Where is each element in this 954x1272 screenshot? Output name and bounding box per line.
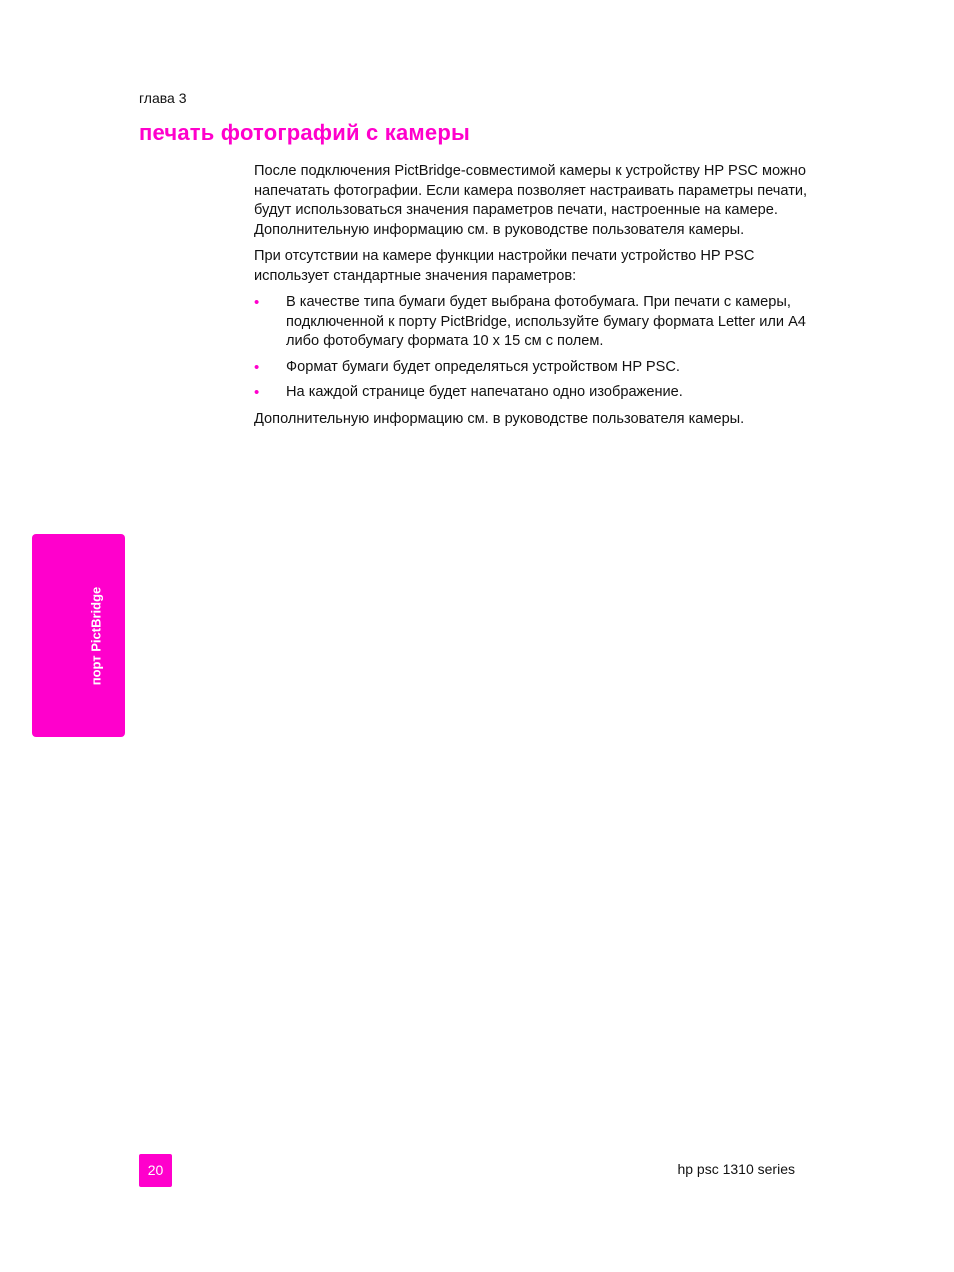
defaults-paragraph: При отсутствии на камере функции настройки печати устройство HP PSC использует стандартные значения параметров: — [254, 248, 755, 284]
list-item — [254, 358, 814, 378]
more-info-paragraph: Дополнительную информацию см. в руководстве пользователя камеры. — [254, 410, 745, 427]
content — [254, 162, 814, 436]
intro-paragraph: После подключения PictBridge-совместимой камеры к устройству HP PSC можно напечатать фотографии. Если камера позволяет настраивать параметры печати, будут использоваться значения параметров печати, настроенные на камере. Дополнительную информацию см. в руководстве пользователя камеры. — [254, 163, 808, 238]
list-item-text: На каждой странице будет напечатано одно изображение. — [286, 384, 683, 400]
side-tab-label: порт PictBridge — [88, 586, 104, 686]
page-number: 20 — [139, 1154, 172, 1187]
side-tab — [32, 534, 125, 737]
bullet-icon: • — [254, 384, 260, 401]
list-item-text: Формат бумаги будет определяться устройством HP PSC. — [286, 358, 680, 375]
list-item — [254, 383, 814, 403]
section-title: печать фотографий с камеры — [139, 120, 470, 145]
list-item — [254, 293, 814, 352]
chapter-label: глава 3 — [139, 90, 187, 106]
defaults-list — [254, 293, 814, 403]
product-name: hp psc 1310 series — [677, 1161, 795, 1177]
bullet-icon: • — [254, 294, 260, 311]
list-item-text: В качестве типа бумаги будет выбрана фотобумага. При печати с камеры, подключенной к порту PictBridge, используйте бумагу формата Letter или A4 либо фотобумагу формата 10 x 15 см с полем. — [286, 294, 806, 349]
bullet-icon: • — [254, 358, 260, 376]
